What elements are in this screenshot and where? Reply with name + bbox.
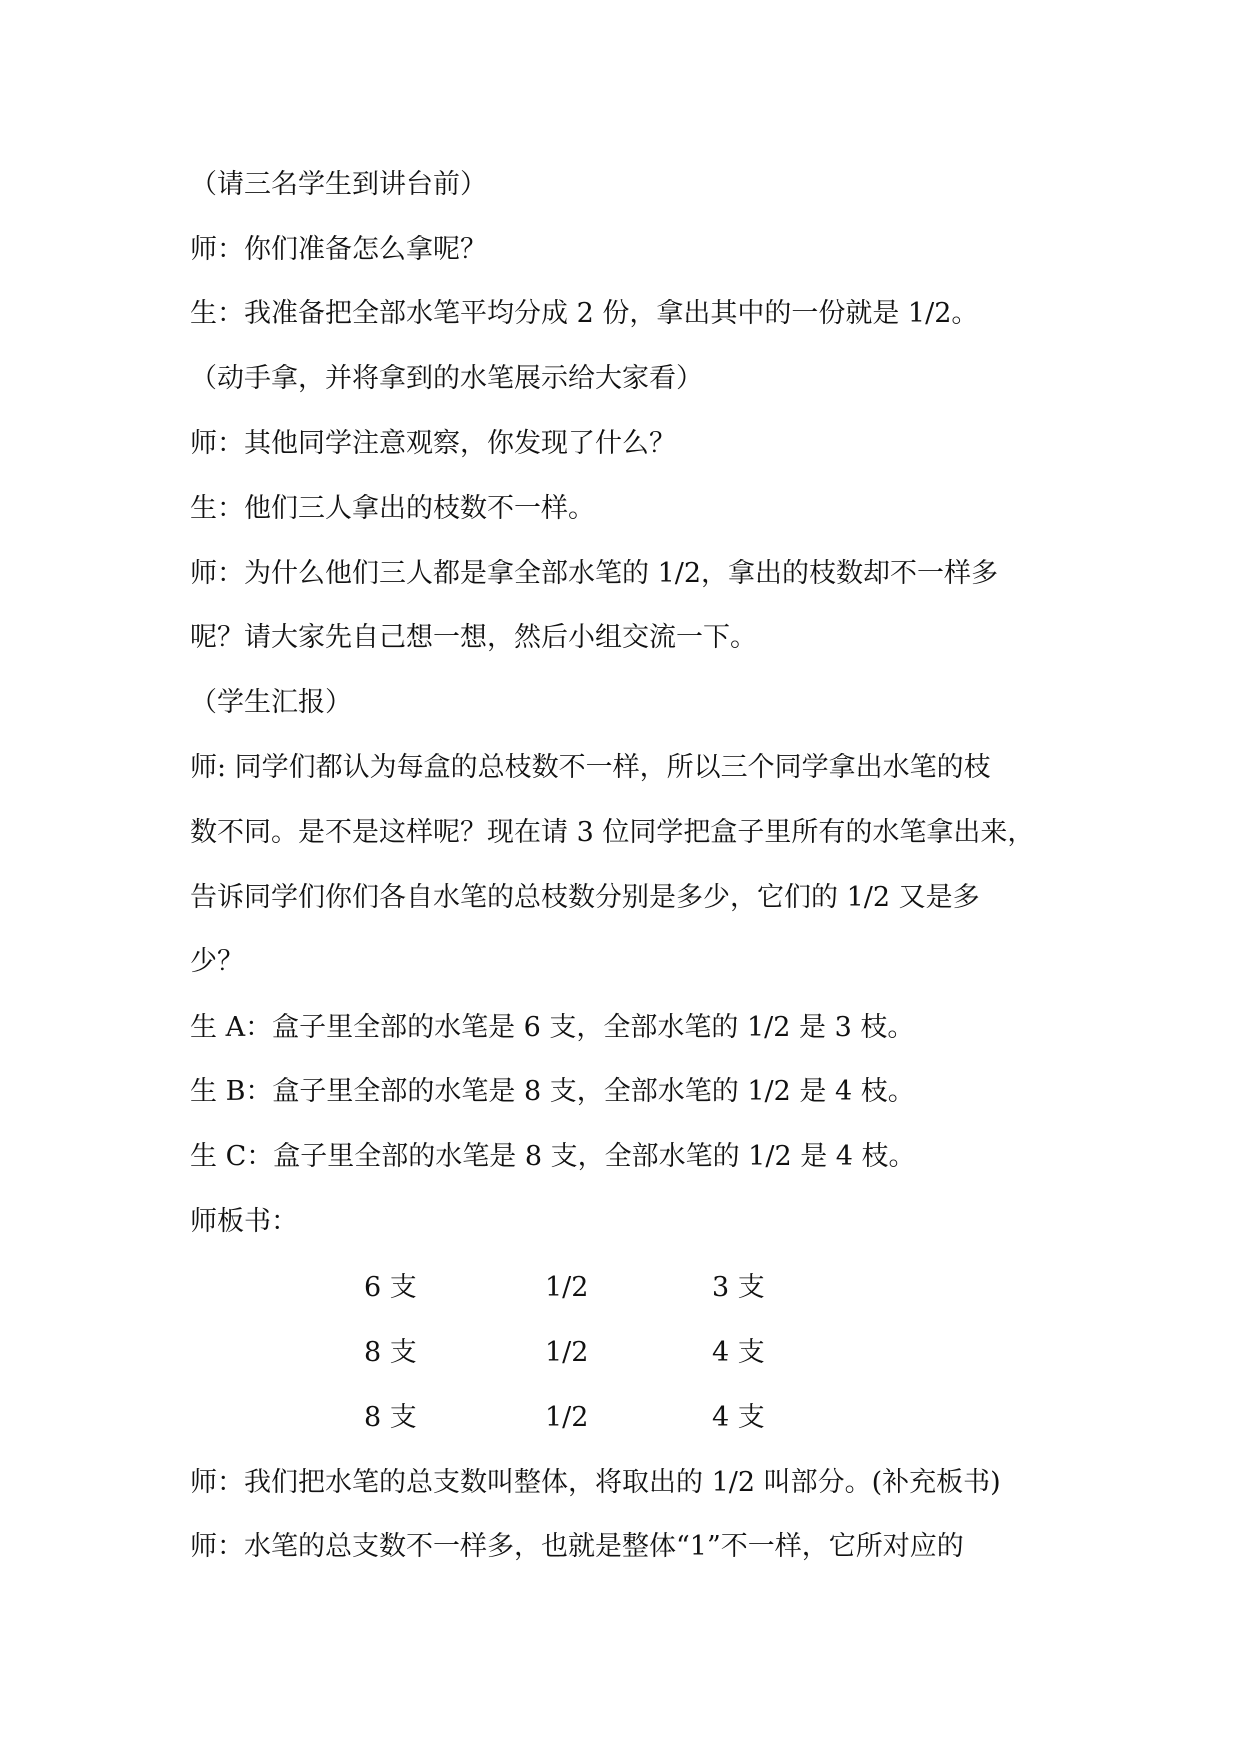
board-cell-part: 4 支 — [712, 1337, 765, 1368]
paragraph-line: （动手拿，并将拿到的水笔展示给大家看） — [190, 363, 703, 394]
board-cell-total: 8 支 — [364, 1337, 417, 1368]
board-cell-total: 8 支 — [364, 1402, 417, 1433]
board-cell-fraction: 1/2 — [545, 1337, 589, 1368]
paragraph-line: 师：我们把水笔的总支数叫整体，将取出的 1/2 叫部分。(补充板书) — [190, 1467, 1001, 1498]
paragraph-line: 生 C：盒子里全部的水笔是 8 支，全部水笔的 1/2 是 4 枝。 — [190, 1141, 916, 1172]
paragraph-line: 师：为什么他们三人都是拿全部水笔的 1/2，拿出的枝数却不一样多 — [190, 558, 999, 589]
paragraph-line: 生 A：盒子里全部的水笔是 6 支，全部水笔的 1/2 是 3 枝。 — [190, 1012, 915, 1043]
paragraph-line: 少？ — [190, 946, 244, 977]
paragraph-line: 生：他们三人拿出的枝数不一样。 — [190, 493, 595, 524]
paragraph-line: 生：我准备把全部水笔平均分成 2 份，拿出其中的一份就是 1/2。 — [190, 298, 979, 329]
paragraph-line: 师：其他同学注意观察，你发现了什么？ — [190, 428, 676, 459]
paragraph-line: 呢？请大家先自己想一想，然后小组交流一下。 — [190, 622, 757, 653]
board-cell-part: 4 支 — [712, 1402, 765, 1433]
paragraph-line: 数不同。是不是这样呢？现在请 3 位同学把盒子里所有的水笔拿出来， — [190, 817, 1035, 848]
board-cell-total: 6 支 — [364, 1272, 417, 1303]
paragraph-line: 师：水笔的总支数不一样多，也就是整体“1”不一样，它所对应的 — [190, 1531, 964, 1562]
paragraph-line: （请三名学生到讲台前） — [190, 169, 487, 200]
board-cell-fraction: 1/2 — [545, 1402, 589, 1433]
paragraph-line: 告诉同学们你们各自水笔的总枝数分别是多少，它们的 1/2 又是多 — [190, 882, 980, 913]
paragraph-line: 生 B：盒子里全部的水笔是 8 支，全部水笔的 1/2 是 4 枝。 — [190, 1076, 915, 1107]
paragraph-line: （学生汇报） — [190, 687, 352, 718]
board-cell-part: 3 支 — [712, 1272, 765, 1303]
paragraph-line: 师：你们准备怎么拿呢？ — [190, 234, 487, 265]
paragraph-line: 师: 同学们都认为每盒的总枝数不一样，所以三个同学拿出水笔的枝 — [190, 752, 991, 783]
board-cell-fraction: 1/2 — [545, 1272, 589, 1303]
paragraph-line: 师板书： — [190, 1206, 298, 1237]
